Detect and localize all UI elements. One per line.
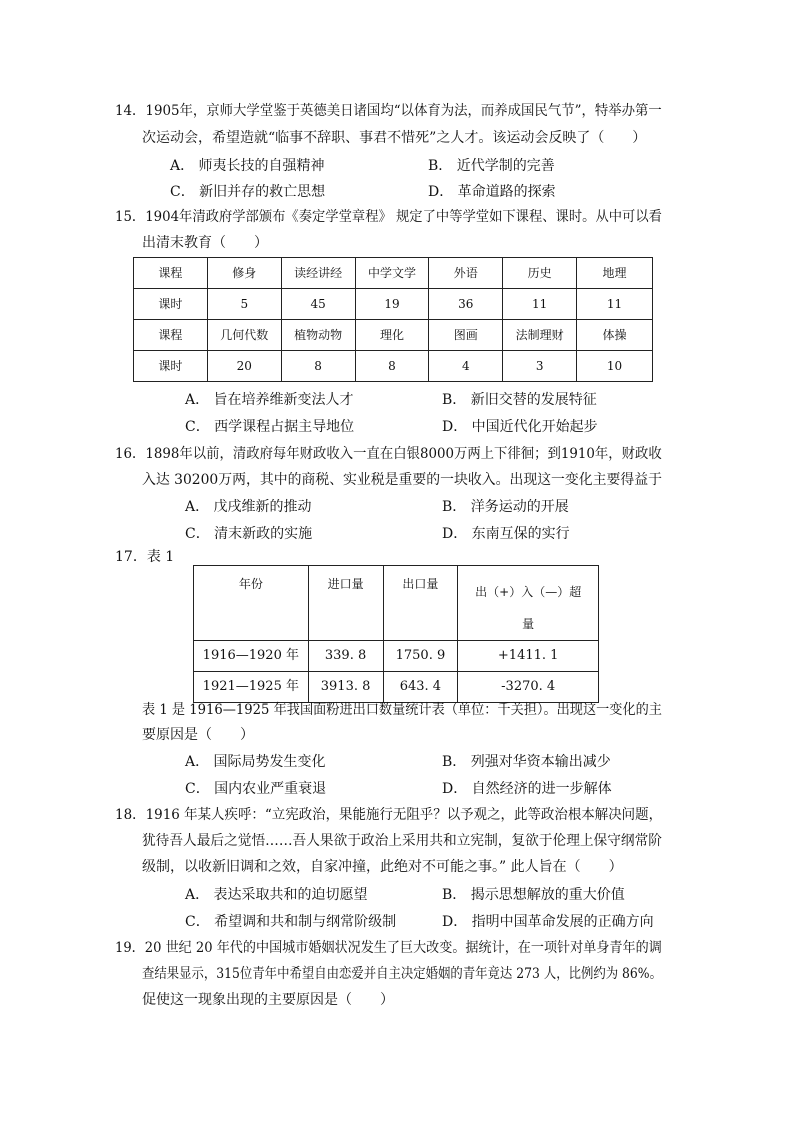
q14-option-b[interactable]: B． 近代学制的完善 [428,158,555,174]
table-cell: 20 [207,351,281,382]
table-cell: 19 [355,289,429,320]
table-cell: 课程 [134,320,208,351]
table-row [134,289,653,320]
q15-stem-line2: 出清末教育（ ） [142,235,268,251]
q16-stem-line1: 16．1898年以前，清政府每年财政收入一直在白银8000万两上下徘徊；到1910年，财政收 [115,446,662,462]
table-cell: 1750. 9 [383,641,458,672]
table-row [134,320,653,351]
table-cell: 1921—1925 年 [194,672,309,703]
table-cell: 地理 [577,258,653,289]
q16-option-a[interactable]: A． 戊戌维新的推动 [185,499,312,515]
table-cell: 339. 8 [308,641,383,672]
q14-option-d[interactable]: D． 革命道路的探索 [428,184,556,200]
table-cell: 历史 [503,258,577,289]
table-cell: 8 [355,351,429,382]
q19-stem-line3: 促使这一现象出现的主要原因是（ ） [142,992,394,1008]
q17-option-c[interactable]: C． 国内农业严重衰退 [185,781,327,797]
table-header: 出口量 [383,566,458,641]
table-cell: 3 [503,351,577,382]
q14-stem-line1: 14．1905年，京师大学堂鉴于英德美日诸国均“以体育为法，而养成国民气节”，特举办第一 [115,103,662,119]
q19-stem-line1: 19．20 世纪 20 年代的中国城市婚姻状况发生了巨大改变。据统计，在一项针对单身青年的调 [115,940,662,956]
q19-stem-line2: 查结果显示，315位青年中希望自由恋爱并自主决定婚姻的青年竟达 273 人，比例约为 86%。 [142,966,662,982]
q18-option-b[interactable]: B． 揭示思想解放的重大价值 [442,887,625,903]
table-cell: 36 [429,289,503,320]
table-cell: 1916—1920 年 [194,641,309,672]
table-cell: 中学文学 [355,258,429,289]
table-cell: 植物动物 [281,320,355,351]
table-cell: 8 [281,351,355,382]
q18-stem-line2: 犹待吾人最后之觉悟……吾人果欲于政治上采用共和立宪制，复欲于伦理上保守纲常阶 [142,833,662,849]
q17-stem-line1: 表 1 是 1916—1925 年我国面粉进出口数量统计表（单位：千关担）。出现这一变化的主 [142,702,662,718]
table-cell: 10 [577,351,653,382]
q17-label: 17．表 1 [115,549,175,565]
table-header-line: 出（+）入（—）超 [475,585,582,599]
table-row [194,672,599,703]
q18-option-a[interactable]: A． 表达采取共和的迫切愿望 [185,887,368,903]
table-cell: 643. 4 [383,672,458,703]
q18-option-c[interactable]: C． 希望调和共和制与纲常阶级制 [185,914,397,930]
q15-option-c[interactable]: C． 西学课程占据主导地位 [185,419,355,435]
table-header-row [194,566,599,641]
table-cell: -3270. 4 [458,672,599,703]
q16-option-d[interactable]: D． 东南互保的实行 [442,526,570,542]
table-header: 进口量 [308,566,383,641]
q16-option-c[interactable]: C． 清末新政的实施 [185,526,313,542]
q17-stem-line2: 要原因是（ ） [142,727,254,743]
table-cell: 课时 [134,289,208,320]
table-cell: 3913. 8 [308,672,383,703]
q17-option-b[interactable]: B． 列强对华资本输出减少 [442,754,611,770]
table-cell: 图画 [429,320,503,351]
table-cell: 11 [503,289,577,320]
q17-option-a[interactable]: A． 国际局势发生变化 [185,754,326,770]
table-row [134,258,653,289]
table-cell: 外语 [429,258,503,289]
table-cell: 体操 [577,320,653,351]
table-cell: 45 [281,289,355,320]
table-cell: 5 [207,289,281,320]
q16-stem-line2: 入达 30200万两，其中的商税、实业税是重要的一块收入。出现这一变化主要得益于 [142,472,662,488]
table-cell: 修身 [207,258,281,289]
q16-option-b[interactable]: B． 洋务运动的开展 [442,499,569,515]
table-cell: +1411. 1 [458,641,599,672]
q18-stem-line3: 级制，以收新旧调和之效，自家冲撞，此绝对不可能之事。” 此人旨在（ ） [142,859,623,875]
table-cell: 法制理财 [503,320,577,351]
table-header-line: 量 [522,617,535,631]
table-row [134,351,653,382]
q15-course-table [133,257,653,382]
table-cell: 几何代数 [207,320,281,351]
q15-stem-line1: 15．1904年清政府学部颁布《奏定学堂章程》 规定了中等学堂如下课程、课时。从中可以看 [115,209,662,225]
q18-option-d[interactable]: D． 指明中国革命发展的正确方向 [442,914,654,930]
q14-option-c[interactable]: C． 新旧并存的救亡思想 [170,184,326,200]
table-cell: 课程 [134,258,208,289]
q15-option-d[interactable]: D． 中国近代化开始起步 [442,419,598,435]
q14-stem-line2: 次运动会，希望造就“临事不辞职、事君不惜死”之人才。该运动会反映了（ ） [142,130,647,146]
q18-stem-line1: 18．1916 年某人疾呼：“立宪政治，果能施行无阻乎？以予观之，此等政治根本解决问题， [115,807,663,823]
table-header [458,566,599,641]
q17-option-d[interactable]: D． 自然经济的进一步解体 [442,781,612,797]
q15-option-a[interactable]: A． 旨在培养维新变法人才 [185,392,354,408]
table-row [194,641,599,672]
q14-option-a[interactable]: A． 师夷长技的自强精神 [170,158,325,174]
q17-flour-table [193,565,599,703]
table-cell: 课时 [134,351,208,382]
table-cell: 理化 [355,320,429,351]
table-header: 年份 [194,566,309,641]
table-cell: 4 [429,351,503,382]
table-cell: 读经讲经 [281,258,355,289]
q15-option-b[interactable]: B． 新旧交替的发展特征 [442,392,597,408]
table-cell: 11 [577,289,653,320]
